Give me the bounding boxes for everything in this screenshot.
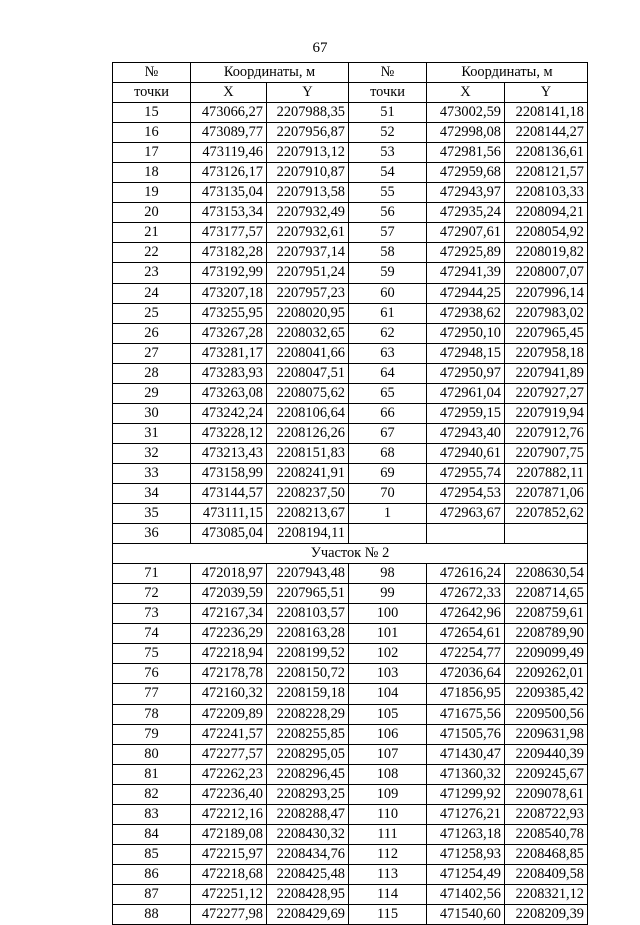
point-number-left: 73 — [113, 604, 191, 624]
x-coordinate-left: 472277,57 — [191, 744, 267, 764]
table-row — [113, 203, 588, 223]
y-coordinate-left: 2207951,24 — [267, 263, 349, 283]
table-row — [113, 744, 588, 764]
table-row — [113, 644, 588, 664]
coordinates-table — [112, 62, 588, 925]
y-coordinate-left: 2208151,83 — [267, 443, 349, 463]
y-coordinate-right: 2208468,85 — [505, 844, 588, 864]
y-coordinate-left: 2208428,95 — [267, 884, 349, 904]
point-number-left: 83 — [113, 804, 191, 824]
point-number-left: 30 — [113, 403, 191, 423]
x-coordinate-right: 472943,97 — [427, 183, 505, 203]
y-coordinate-left: 2208295,05 — [267, 744, 349, 764]
y-coordinate-left: 2207932,61 — [267, 223, 349, 243]
y-coordinate-left: 2208194,11 — [267, 524, 349, 544]
point-number-left: 74 — [113, 624, 191, 644]
y-coordinate-left: 2207956,87 — [267, 123, 349, 143]
x-coordinate-right: 472935,24 — [427, 203, 505, 223]
table-row — [113, 884, 588, 904]
table-row — [113, 483, 588, 503]
x-coordinate-right: 471402,56 — [427, 884, 505, 904]
point-number-left: 34 — [113, 483, 191, 503]
x-coordinate-left: 472212,16 — [191, 804, 267, 824]
y-coordinate-right: 2209262,01 — [505, 664, 588, 684]
y-coordinate-right — [505, 524, 588, 544]
x-coordinate-left: 473066,27 — [191, 103, 267, 123]
x-coordinate-right: 472998,08 — [427, 123, 505, 143]
point-number-left: 23 — [113, 263, 191, 283]
x-coordinate-left: 472241,57 — [191, 724, 267, 744]
x-coordinate-left: 473207,18 — [191, 283, 267, 303]
x-coordinate-right: 472955,74 — [427, 463, 505, 483]
x-coordinate-right: 472950,97 — [427, 363, 505, 383]
y-coordinate-right: 2207852,62 — [505, 504, 588, 524]
y-coordinate-left: 2207932,49 — [267, 203, 349, 223]
y-coordinate-left: 2207965,51 — [267, 584, 349, 604]
table-row — [113, 844, 588, 864]
table-row — [113, 343, 588, 363]
y-coordinate-left: 2208425,48 — [267, 864, 349, 884]
x-coordinate-right: 472642,96 — [427, 604, 505, 624]
point-number-right: 56 — [349, 203, 427, 223]
x-coordinate-left: 473111,15 — [191, 504, 267, 524]
y-coordinate-right: 2209500,56 — [505, 704, 588, 724]
y-coordinate-left: 2208047,51 — [267, 363, 349, 383]
table-row — [113, 223, 588, 243]
coordinates-header-left: Координаты, м — [191, 63, 349, 83]
point-number-right: 68 — [349, 443, 427, 463]
y-coordinate-left: 2208293,25 — [267, 784, 349, 804]
x-header-left: X — [191, 83, 267, 103]
y-coordinate-left: 2208296,45 — [267, 764, 349, 784]
point-number-left: 28 — [113, 363, 191, 383]
table-row — [113, 784, 588, 804]
point-number-right: 113 — [349, 864, 427, 884]
point-number-left: 77 — [113, 684, 191, 704]
y-coordinate-right: 2208141,18 — [505, 103, 588, 123]
y-coordinate-right: 2208136,61 — [505, 143, 588, 163]
point-number-right: 66 — [349, 403, 427, 423]
x-coordinate-left: 472218,94 — [191, 644, 267, 664]
x-coordinate-right: 472672,33 — [427, 584, 505, 604]
y-coordinate-right: 2207941,89 — [505, 363, 588, 383]
point-number-left: 29 — [113, 383, 191, 403]
point-number-right: 108 — [349, 764, 427, 784]
section-row — [113, 544, 588, 564]
y-coordinate-left: 2207988,35 — [267, 103, 349, 123]
point-number-right: 55 — [349, 183, 427, 203]
x-coordinate-right: 471540,60 — [427, 904, 505, 924]
y-coordinate-right: 2208722,93 — [505, 804, 588, 824]
x-coordinate-right: 471263,18 — [427, 824, 505, 844]
table-row — [113, 163, 588, 183]
x-coordinate-left: 473126,17 — [191, 163, 267, 183]
x-coordinate-right: 472036,64 — [427, 664, 505, 684]
point-number-left: 86 — [113, 864, 191, 884]
x-coordinate-left: 473153,34 — [191, 203, 267, 223]
y-coordinate-left: 2208429,69 — [267, 904, 349, 924]
y-coordinate-right: 2207871,06 — [505, 483, 588, 503]
y-coordinate-left: 2208255,85 — [267, 724, 349, 744]
point-number-header-left-top: № — [113, 63, 191, 83]
y-coordinate-right: 2207958,18 — [505, 343, 588, 363]
table-row — [113, 463, 588, 483]
y-coordinate-left: 2208228,29 — [267, 704, 349, 724]
y-coordinate-left: 2207937,14 — [267, 243, 349, 263]
point-number-right: 64 — [349, 363, 427, 383]
x-coordinate-left: 473085,04 — [191, 524, 267, 544]
x-coordinate-right: 472654,61 — [427, 624, 505, 644]
table-row — [113, 303, 588, 323]
x-coordinate-left: 473177,57 — [191, 223, 267, 243]
x-coordinate-left: 473263,08 — [191, 383, 267, 403]
point-number-left: 16 — [113, 123, 191, 143]
x-coordinate-right: 471254,49 — [427, 864, 505, 884]
y-coordinate-left: 2208213,67 — [267, 504, 349, 524]
x-coordinate-left: 472178,78 — [191, 664, 267, 684]
x-coordinate-right: 471505,76 — [427, 724, 505, 744]
x-coordinate-left: 473135,04 — [191, 183, 267, 203]
x-coordinate-right: 472948,15 — [427, 343, 505, 363]
x-coordinate-right: 472944,25 — [427, 283, 505, 303]
x-coordinate-left: 473089,77 — [191, 123, 267, 143]
x-coordinate-left: 473242,24 — [191, 403, 267, 423]
x-coordinate-left: 473255,95 — [191, 303, 267, 323]
point-number-right: 100 — [349, 604, 427, 624]
point-number-right: 105 — [349, 704, 427, 724]
y-coordinate-right: 2208789,90 — [505, 624, 588, 644]
table-row — [113, 864, 588, 884]
x-coordinate-right: 472907,61 — [427, 223, 505, 243]
point-number-right: 61 — [349, 303, 427, 323]
y-coordinate-left: 2207957,23 — [267, 283, 349, 303]
coordinates-header-right: Координаты, м — [427, 63, 588, 83]
x-header-right: X — [427, 83, 505, 103]
y-coordinate-left: 2208163,28 — [267, 624, 349, 644]
header-row-bottom — [113, 83, 588, 103]
table-row — [113, 824, 588, 844]
table-row — [113, 664, 588, 684]
y-coordinate-left: 2207913,58 — [267, 183, 349, 203]
point-number-left: 17 — [113, 143, 191, 163]
y-coordinate-right: 2207907,75 — [505, 443, 588, 463]
point-number-left: 24 — [113, 283, 191, 303]
table-row — [113, 804, 588, 824]
y-coordinate-right: 2209440,39 — [505, 744, 588, 764]
table-row — [113, 103, 588, 123]
y-coordinate-right: 2209631,98 — [505, 724, 588, 744]
y-coordinate-left: 2208199,52 — [267, 644, 349, 664]
x-coordinate-left: 472277,98 — [191, 904, 267, 924]
point-number-left: 82 — [113, 784, 191, 804]
point-number-right: 115 — [349, 904, 427, 924]
table-row — [113, 564, 588, 584]
point-number-right: 69 — [349, 463, 427, 483]
point-number-right: 51 — [349, 103, 427, 123]
x-coordinate-left: 473144,57 — [191, 483, 267, 503]
y-coordinate-right: 2209385,42 — [505, 684, 588, 704]
point-number-right: 67 — [349, 423, 427, 443]
point-number-left: 36 — [113, 524, 191, 544]
point-number-left: 21 — [113, 223, 191, 243]
point-number-right: 109 — [349, 784, 427, 804]
y-coordinate-left: 2207943,48 — [267, 564, 349, 584]
table-row — [113, 524, 588, 544]
table-row — [113, 604, 588, 624]
point-number-right — [349, 524, 427, 544]
point-number-right: 65 — [349, 383, 427, 403]
table-row — [113, 504, 588, 524]
x-coordinate-right: 471675,56 — [427, 704, 505, 724]
x-coordinate-left: 472160,32 — [191, 684, 267, 704]
table-row — [113, 584, 588, 604]
y-coordinate-right: 2208144,27 — [505, 123, 588, 143]
x-coordinate-left: 473213,43 — [191, 443, 267, 463]
table-row — [113, 904, 588, 924]
point-number-left: 15 — [113, 103, 191, 123]
x-coordinate-left: 472189,08 — [191, 824, 267, 844]
point-number-header-left-bottom: точки — [113, 83, 191, 103]
y-header-left: Y — [267, 83, 349, 103]
x-coordinate-right: 471299,92 — [427, 784, 505, 804]
point-number-left: 22 — [113, 243, 191, 263]
x-coordinate-left: 473283,93 — [191, 363, 267, 383]
y-coordinate-right: 2208409,58 — [505, 864, 588, 884]
point-number-right: 52 — [349, 123, 427, 143]
point-number-header-right-bottom: точки — [349, 83, 427, 103]
y-coordinate-right: 2207912,76 — [505, 423, 588, 443]
y-coordinate-left: 2208106,64 — [267, 403, 349, 423]
table-row — [113, 704, 588, 724]
x-coordinate-right: 472616,24 — [427, 564, 505, 584]
y-coordinate-left: 2208159,18 — [267, 684, 349, 704]
page-number: 67 — [312, 40, 328, 56]
point-number-left: 85 — [113, 844, 191, 864]
x-coordinate-left: 473192,99 — [191, 263, 267, 283]
y-coordinate-right: 2208540,78 — [505, 824, 588, 844]
point-number-left: 35 — [113, 504, 191, 524]
x-coordinate-left: 472215,97 — [191, 844, 267, 864]
point-number-left: 75 — [113, 644, 191, 664]
y-coordinate-right: 2207882,11 — [505, 463, 588, 483]
y-coordinate-right: 2208321,12 — [505, 884, 588, 904]
table-row — [113, 764, 588, 784]
table-row — [113, 403, 588, 423]
x-coordinate-left: 473158,99 — [191, 463, 267, 483]
table-row — [113, 263, 588, 283]
y-coordinate-right: 2209099,49 — [505, 644, 588, 664]
y-coordinate-left: 2208020,95 — [267, 303, 349, 323]
point-number-header-right-top: № — [349, 63, 427, 83]
y-coordinate-right: 2208094,21 — [505, 203, 588, 223]
x-coordinate-right: 472963,67 — [427, 504, 505, 524]
x-coordinate-right: 472961,04 — [427, 383, 505, 403]
x-coordinate-right: 473002,59 — [427, 103, 505, 123]
point-number-right: 106 — [349, 724, 427, 744]
x-coordinate-right: 472941,39 — [427, 263, 505, 283]
point-number-left: 84 — [113, 824, 191, 844]
point-number-right: 99 — [349, 584, 427, 604]
x-coordinate-right: 472954,53 — [427, 483, 505, 503]
x-coordinate-left: 472018,97 — [191, 564, 267, 584]
header-row-top — [113, 63, 588, 83]
point-number-right: 112 — [349, 844, 427, 864]
point-number-left: 20 — [113, 203, 191, 223]
y-coordinate-right: 2209245,67 — [505, 764, 588, 784]
table-row — [113, 323, 588, 343]
x-coordinate-right: 472938,62 — [427, 303, 505, 323]
x-coordinate-left: 472218,68 — [191, 864, 267, 884]
y-coordinate-right: 2207983,02 — [505, 303, 588, 323]
y-coordinate-left: 2207910,87 — [267, 163, 349, 183]
x-coordinate-right: 472981,56 — [427, 143, 505, 163]
y-coordinate-left: 2208075,62 — [267, 383, 349, 403]
point-number-left: 81 — [113, 764, 191, 784]
x-coordinate-left: 473119,46 — [191, 143, 267, 163]
x-coordinate-left: 472236,29 — [191, 624, 267, 644]
x-coordinate-right: 472959,68 — [427, 163, 505, 183]
x-coordinate-left: 473182,28 — [191, 243, 267, 263]
y-coordinate-right: 2208103,33 — [505, 183, 588, 203]
y-coordinate-right: 2208019,82 — [505, 243, 588, 263]
x-coordinate-right — [427, 524, 505, 544]
y-coordinate-right: 2208121,57 — [505, 163, 588, 183]
point-number-left: 88 — [113, 904, 191, 924]
y-coordinate-left: 2208288,47 — [267, 804, 349, 824]
table-row — [113, 363, 588, 383]
x-coordinate-left: 472039,59 — [191, 584, 267, 604]
point-number-right: 98 — [349, 564, 427, 584]
y-coordinate-right: 2208759,61 — [505, 604, 588, 624]
y-coordinate-right: 2208209,39 — [505, 904, 588, 924]
y-coordinate-left: 2208150,72 — [267, 664, 349, 684]
y-header-right: Y — [505, 83, 588, 103]
point-number-left: 71 — [113, 564, 191, 584]
point-number-right: 103 — [349, 664, 427, 684]
x-coordinate-right: 471430,47 — [427, 744, 505, 764]
x-coordinate-left: 472251,12 — [191, 884, 267, 904]
x-coordinate-right: 472925,89 — [427, 243, 505, 263]
point-number-left: 32 — [113, 443, 191, 463]
y-coordinate-right: 2208054,92 — [505, 223, 588, 243]
x-coordinate-right: 471258,93 — [427, 844, 505, 864]
x-coordinate-right: 472254,77 — [427, 644, 505, 664]
point-number-right: 54 — [349, 163, 427, 183]
point-number-left: 19 — [113, 183, 191, 203]
x-coordinate-right: 472959,15 — [427, 403, 505, 423]
table-row — [113, 724, 588, 744]
point-number-right: 114 — [349, 884, 427, 904]
x-coordinate-left: 472236,40 — [191, 784, 267, 804]
table-row — [113, 183, 588, 203]
y-coordinate-left: 2208103,57 — [267, 604, 349, 624]
point-number-left: 76 — [113, 664, 191, 684]
point-number-right: 63 — [349, 343, 427, 363]
x-coordinate-left: 472167,34 — [191, 604, 267, 624]
y-coordinate-right: 2208630,54 — [505, 564, 588, 584]
x-coordinate-left: 473281,17 — [191, 343, 267, 363]
x-coordinate-left: 473267,28 — [191, 323, 267, 343]
point-number-right: 53 — [349, 143, 427, 163]
y-coordinate-left: 2208430,32 — [267, 824, 349, 844]
point-number-left: 78 — [113, 704, 191, 724]
table-row — [113, 383, 588, 403]
table-row — [113, 423, 588, 443]
table-row — [113, 684, 588, 704]
point-number-left: 26 — [113, 323, 191, 343]
x-coordinate-left: 472262,23 — [191, 764, 267, 784]
point-number-left: 25 — [113, 303, 191, 323]
y-coordinate-left: 2208237,50 — [267, 483, 349, 503]
x-coordinate-right: 472940,61 — [427, 443, 505, 463]
point-number-right: 62 — [349, 323, 427, 343]
y-coordinate-left: 2208041,66 — [267, 343, 349, 363]
point-number-right: 104 — [349, 684, 427, 704]
point-number-left: 31 — [113, 423, 191, 443]
y-coordinate-left: 2208434,76 — [267, 844, 349, 864]
x-coordinate-left: 472209,89 — [191, 704, 267, 724]
x-coordinate-right: 471856,95 — [427, 684, 505, 704]
point-number-left: 33 — [113, 463, 191, 483]
table-row — [113, 443, 588, 463]
y-coordinate-right: 2208714,65 — [505, 584, 588, 604]
point-number-right: 101 — [349, 624, 427, 644]
point-number-right: 57 — [349, 223, 427, 243]
point-number-right: 107 — [349, 744, 427, 764]
y-coordinate-right: 2209078,61 — [505, 784, 588, 804]
point-number-left: 27 — [113, 343, 191, 363]
point-number-right: 58 — [349, 243, 427, 263]
table-row — [113, 624, 588, 644]
y-coordinate-right: 2207965,45 — [505, 323, 588, 343]
point-number-right: 60 — [349, 283, 427, 303]
point-number-right: 1 — [349, 504, 427, 524]
x-coordinate-left: 473228,12 — [191, 423, 267, 443]
section-title: Участок № 2 — [113, 544, 588, 564]
point-number-right: 110 — [349, 804, 427, 824]
y-coordinate-right: 2207919,94 — [505, 403, 588, 423]
point-number-left: 79 — [113, 724, 191, 744]
point-number-right: 59 — [349, 263, 427, 283]
point-number-right: 102 — [349, 644, 427, 664]
table-row — [113, 243, 588, 263]
x-coordinate-right: 471276,21 — [427, 804, 505, 824]
y-coordinate-left: 2208241,91 — [267, 463, 349, 483]
table-row — [113, 123, 588, 143]
point-number-left: 72 — [113, 584, 191, 604]
x-coordinate-right: 472943,40 — [427, 423, 505, 443]
point-number-left: 87 — [113, 884, 191, 904]
point-number-right: 111 — [349, 824, 427, 844]
table-row — [113, 283, 588, 303]
y-coordinate-left: 2208032,65 — [267, 323, 349, 343]
y-coordinate-right: 2208007,07 — [505, 263, 588, 283]
y-coordinate-left: 2207913,12 — [267, 143, 349, 163]
point-number-left: 80 — [113, 744, 191, 764]
table-row — [113, 143, 588, 163]
x-coordinate-right: 471360,32 — [427, 764, 505, 784]
y-coordinate-right: 2207927,27 — [505, 383, 588, 403]
x-coordinate-right: 472950,10 — [427, 323, 505, 343]
point-number-left: 18 — [113, 163, 191, 183]
point-number-right: 70 — [349, 483, 427, 503]
y-coordinate-right: 2207996,14 — [505, 283, 588, 303]
y-coordinate-left: 2208126,26 — [267, 423, 349, 443]
